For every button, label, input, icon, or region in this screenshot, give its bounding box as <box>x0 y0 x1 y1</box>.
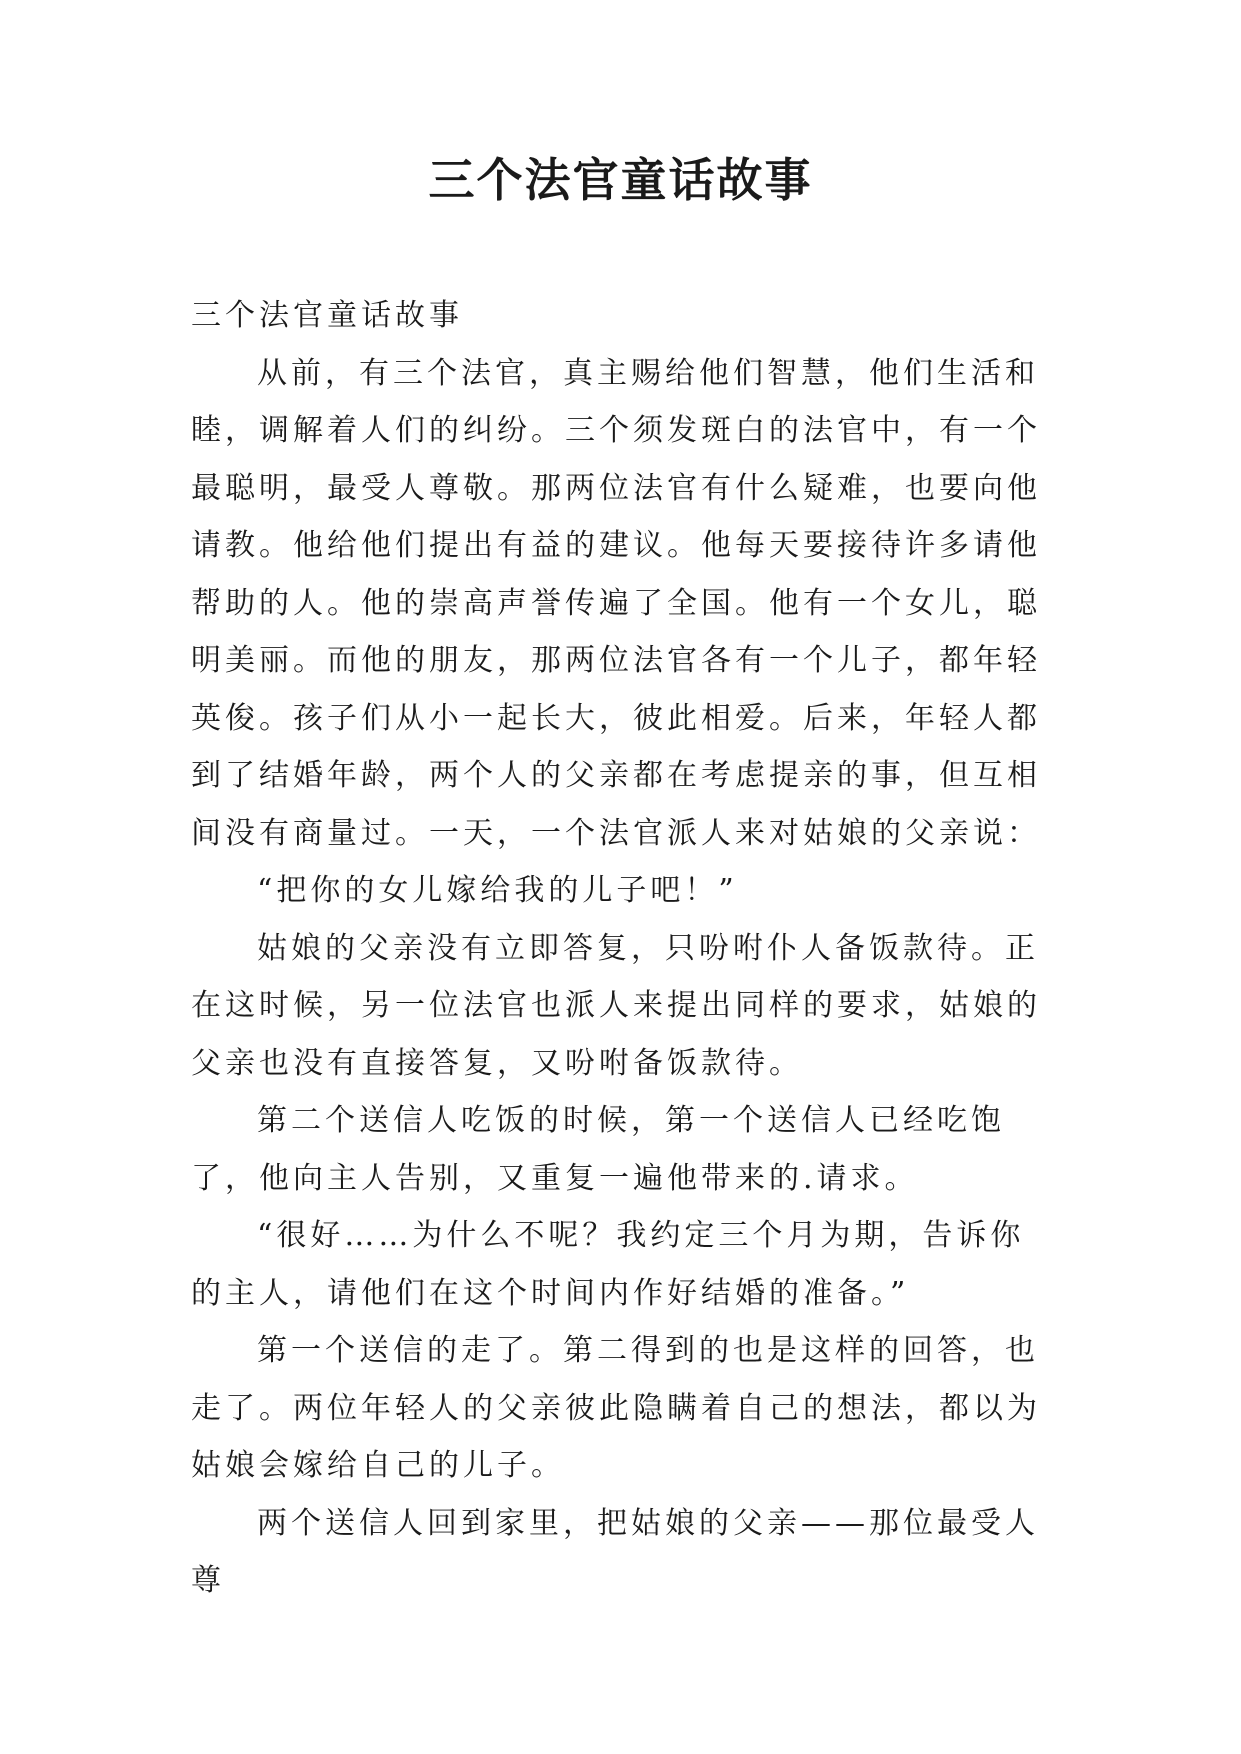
quote-paragraph: “把你的女儿嫁给我的儿子吧！” <box>257 873 738 908</box>
body-paragraph: 第一个送信的走了。第二得到的也是这样的回答，也走了。两位年轻人的父亲彼此隐瞒着自己的想法，都以为姑娘会嫁给自己的儿子。 <box>191 1333 1041 1483</box>
document-body <box>191 287 1053 1610</box>
body-paragraph: 第二个送信人吃饭的时候，第一个送信人已经吃饱了，他向主人告别，又重复一遍他带来的.请求。 <box>191 1103 1005 1196</box>
document-title: 三个法官童话故事 <box>428 153 813 207</box>
quote-paragraph: “很好……为什么不呢？我约定三个月为期，告诉你的主人，请他们在这个时间内作好结婚的准备。” <box>191 1218 1025 1311</box>
subtitle-paragraph: 三个法官童话故事 <box>191 298 463 333</box>
body-paragraph: 姑娘的父亲没有立即答复，只吩咐仆人备饭款待。正在这时候，另一位法官也派人来提出同样的要求，姑娘的父亲也没有直接答复，又吩咐备饭款待。 <box>191 930 1041 1081</box>
body-paragraph: 两个送信人回到家里，把姑娘的父亲——那位最受人尊 <box>191 1505 1039 1598</box>
body-paragraph: 从前，有三个法官，真主赐给他们智慧，他们生活和睦，调解着人们的纠纷。三个须发斑白的法官中，有一个最聪明，最受人尊敬。那两位法官有什么疑难，也要向他请教。他给他们提出有益的建议。他每天要接待许多请他帮助的人。他的崇高声誉传遍了全国。他有一个女儿，聪明美丽。而他的朋友，那两位法官各有一个儿子，都年轻英俊。孩子们从小一起长大，彼此相爱。后来，年轻人都到了结婚年龄，两个人的父亲都在考虑提亲的事，但互相间没有商量过。一天，一个法官派人来对姑娘的父亲说： <box>191 355 1041 851</box>
